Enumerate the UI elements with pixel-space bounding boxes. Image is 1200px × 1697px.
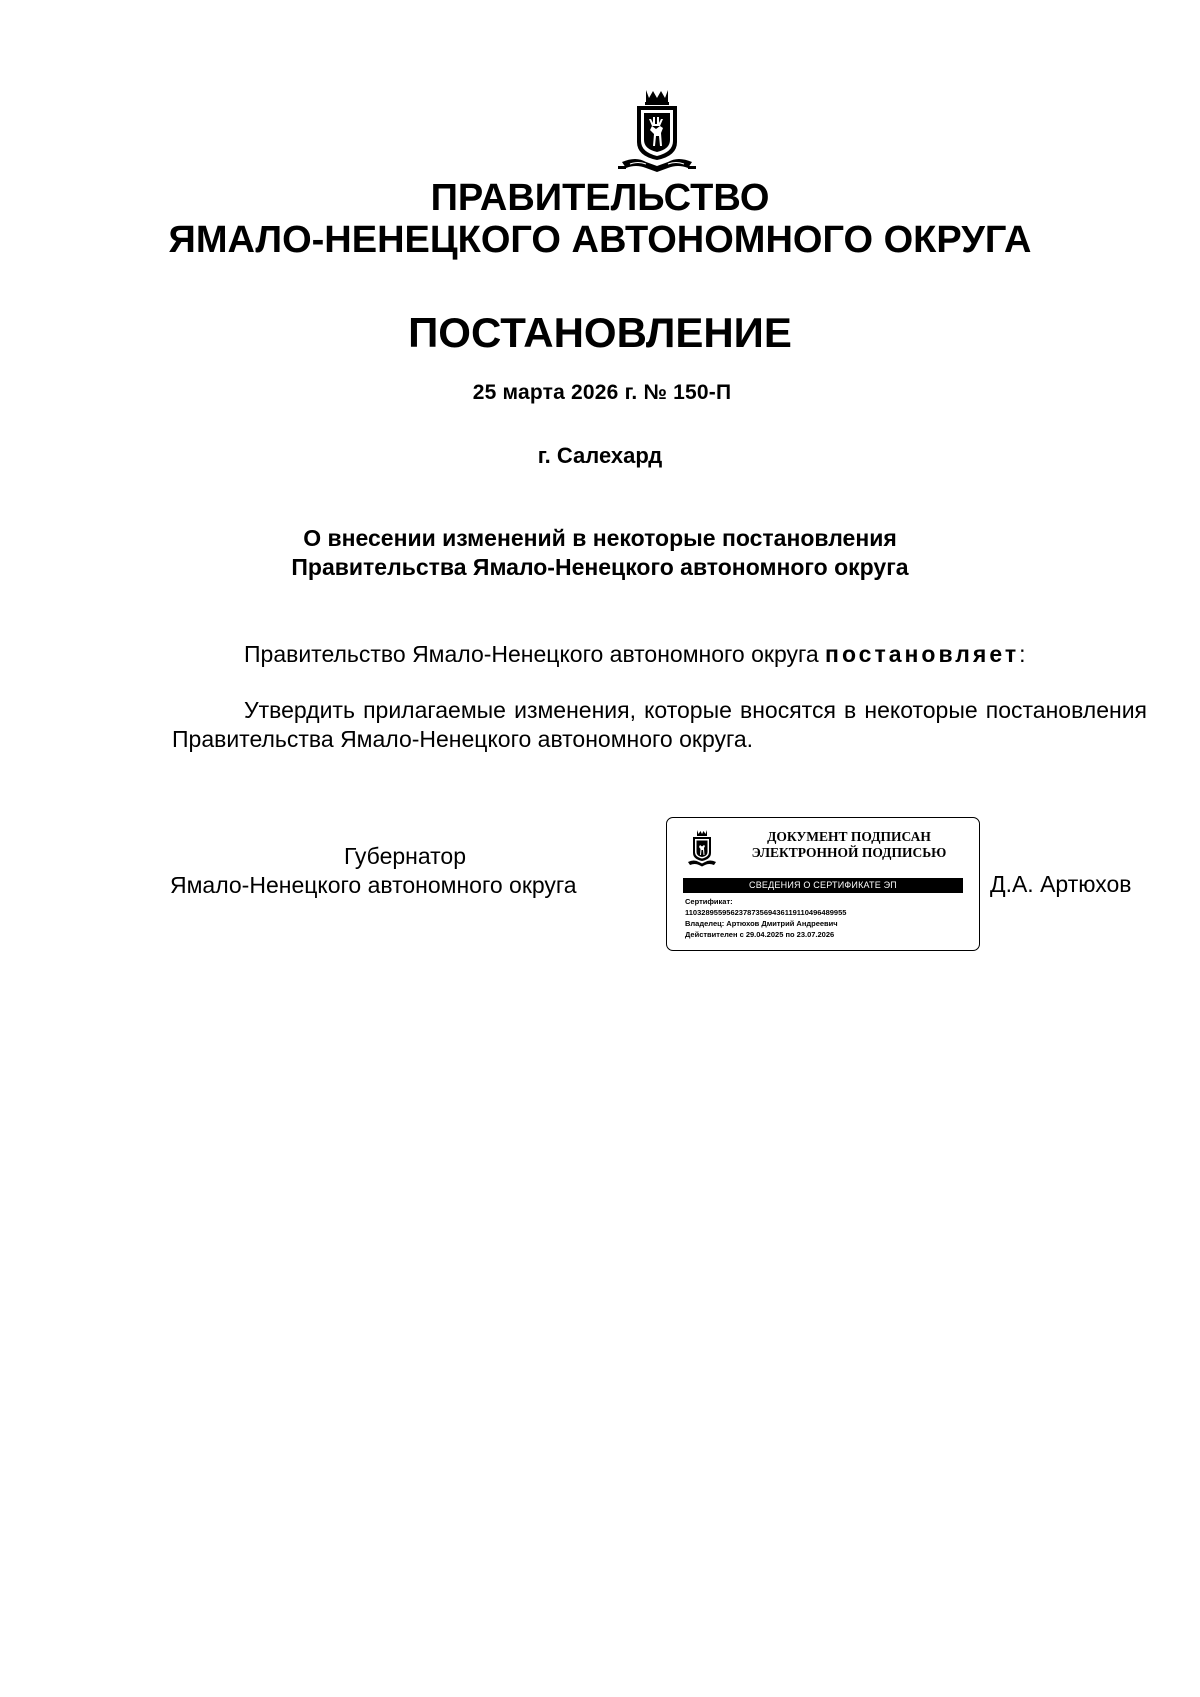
subject-line-1: О внесении изменений в некоторые постановления [303,525,897,551]
signer-position [170,842,640,900]
document-date-number: 25 марта 2026 г. № 150-П [472,381,732,404]
subject-line-2: Правительства Ямало-Ненецкого автономного округа [291,554,909,580]
stamp-title [729,829,969,861]
document-subject [62,524,1138,582]
certificate-owner: Владелец: Артюхов Дмитрий Андреевич [685,919,838,928]
signer-position-line-2: Ямало-Ненецкого автономного округа [170,872,577,898]
coat-of-arms-icon [616,86,698,178]
certificate-number: 110328955956237873569436119110496489955 [685,908,847,917]
electronic-signature-stamp [666,817,980,951]
body-paragraph: Утвердить прилагаемые изменения, которые вносятся в некоторые постановления Правительства Ямало-Ненецкого автономного округа. [172,697,1147,752]
certificate-label: Сертификат: [685,897,733,906]
government-title-line-2: ЯМАЛО-НЕНЕЦКОГО АВТОНОМНОГО ОКРУГА [168,219,1032,261]
signer-name: Д.А. Артюхов [990,871,1132,897]
document-type-title: ПОСТАНОВЛЕНИЕ [408,309,792,356]
stamp-coat-of-arms-icon [687,829,717,867]
stamp-title-line-1: ДОКУМЕНТ ПОДПИСАН [767,829,931,844]
decree-paragraph [172,640,1147,669]
decree-verb: постановляет [825,641,1020,667]
decree-colon: : [1019,641,1026,667]
certificate-validity: Действителен с 29.04.2025 по 23.07.2026 [685,930,835,939]
decree-intro: Правительство Ямало-Ненецкого автономного округа [244,641,826,667]
stamp-title-line-2: ЭЛЕКТРОННОЙ ПОДПИСЬЮ [751,845,947,860]
stamp-certificate-info [685,896,975,940]
stamp-certificate-bar: СВЕДЕНИЯ О СЕРТИФИКАТЕ ЭП [683,878,963,893]
signer-position-line-1: Губернатор [343,843,467,869]
government-title-line-1: ПРАВИТЕЛЬСТВО [430,177,770,219]
document-city: г. Салехард [537,443,663,468]
